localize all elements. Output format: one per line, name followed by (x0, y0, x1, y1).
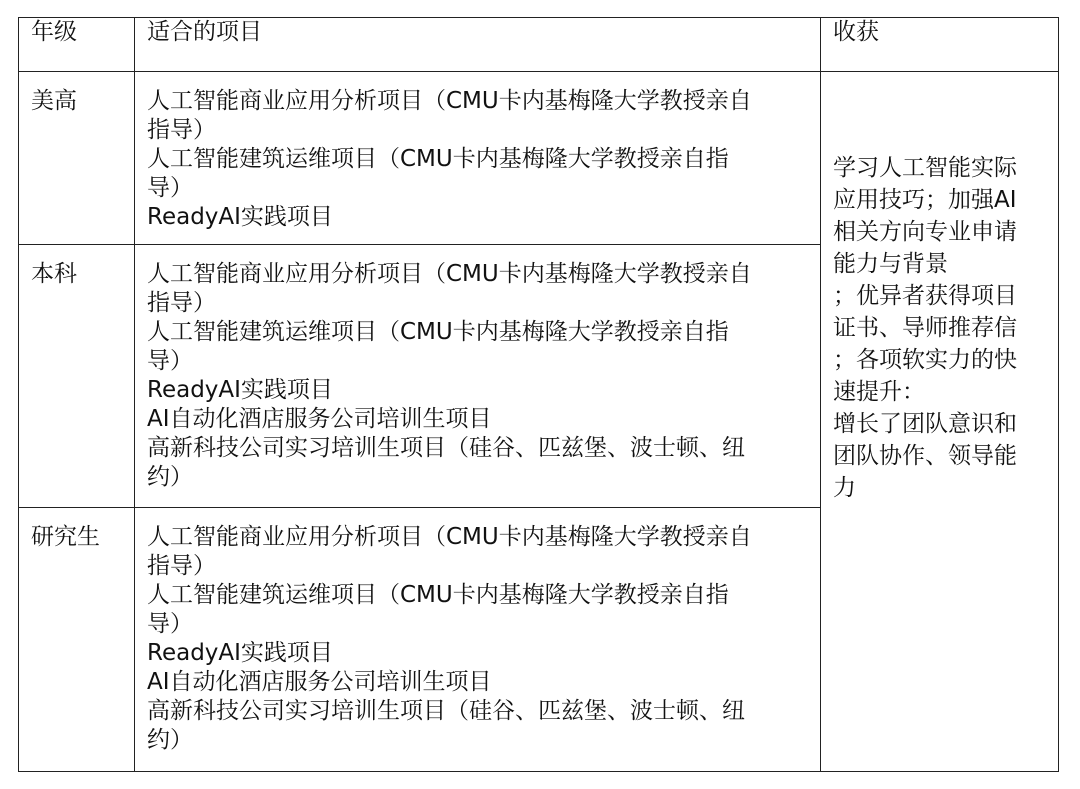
project-line: 约） (147, 727, 193, 753)
gain-line: 团队协作、领导能 (833, 443, 1017, 469)
project-line: 导） (147, 611, 193, 637)
gain-line: 相关方向专业申请 (833, 219, 1017, 245)
project-line: 指导） (147, 290, 216, 316)
projects-cell (135, 72, 821, 245)
gain-line: 证书、导师推荐信 (833, 315, 1017, 341)
gain-line: ；各项软实力的快 (833, 347, 1017, 373)
project-line: 人工智能建筑运维项目（CMU卡内基梅隆大学教授亲自指 (147, 319, 729, 345)
grade-cell: 研究生 (19, 508, 135, 772)
project-line: 人工智能商业应用分析项目（CMU卡内基梅隆大学教授亲自 (147, 261, 752, 287)
project-line: AI自动化酒店服务公司培训生项目 (147, 669, 492, 695)
projects-table (18, 17, 1059, 772)
project-line: 指导） (147, 117, 216, 143)
table-row (19, 72, 1059, 245)
project-line: 约） (147, 464, 193, 490)
project-line: ReadyAI实践项目 (147, 377, 333, 403)
grade-cell: 本科 (19, 245, 135, 508)
gain-line: 应用技巧；加强AI (833, 187, 1017, 213)
gain-line: ；优异者获得项目 (833, 283, 1017, 309)
project-line: 高新科技公司实习培训生项目（硅谷、匹兹堡、波士顿、纽 (147, 698, 745, 724)
gain-line: 增长了团队意识和 (833, 411, 1017, 437)
header-gains: 收获 (821, 18, 1059, 72)
gain-line: 速提升： (833, 379, 925, 405)
projects-cell (135, 508, 821, 772)
project-line: 导） (147, 348, 193, 374)
project-line: 指导） (147, 553, 216, 579)
header-row (19, 18, 1059, 72)
gain-line: 学习人工智能实际 (833, 155, 1017, 181)
header-grade: 年级 (19, 18, 135, 72)
project-line: 导） (147, 175, 193, 201)
project-line: 人工智能建筑运维项目（CMU卡内基梅隆大学教授亲自指 (147, 582, 729, 608)
project-line: 人工智能建筑运维项目（CMU卡内基梅隆大学教授亲自指 (147, 146, 729, 172)
gains-cell (821, 72, 1059, 772)
projects-cell (135, 245, 821, 508)
project-line: AI自动化酒店服务公司培训生项目 (147, 406, 492, 432)
gain-line: 能力与背景 (833, 251, 948, 277)
grade-cell: 美高 (19, 72, 135, 245)
project-line: 人工智能商业应用分析项目（CMU卡内基梅隆大学教授亲自 (147, 88, 752, 114)
project-line: 高新科技公司实习培训生项目（硅谷、匹兹堡、波士顿、纽 (147, 435, 745, 461)
project-line: ReadyAI实践项目 (147, 640, 333, 666)
gain-line: 力 (833, 475, 856, 501)
header-projects: 适合的项目 (135, 18, 821, 72)
project-line: 人工智能商业应用分析项目（CMU卡内基梅隆大学教授亲自 (147, 524, 752, 550)
project-line: ReadyAI实践项目 (147, 204, 333, 230)
